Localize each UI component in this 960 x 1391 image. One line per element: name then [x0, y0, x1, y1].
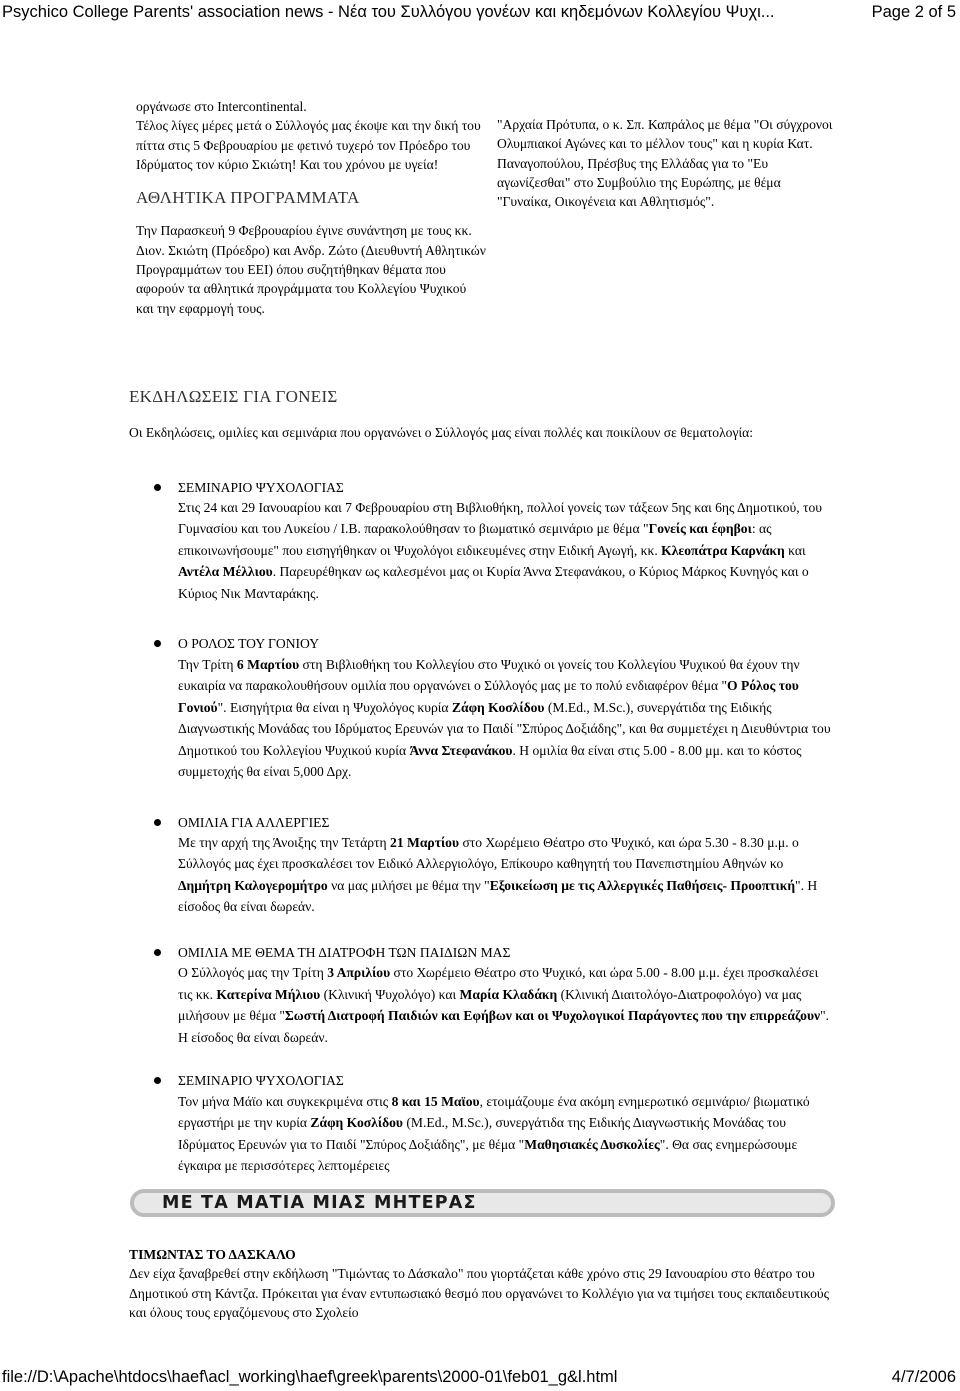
print-date: 4/7/2006	[891, 1368, 956, 1386]
event-learning-seminar	[129, 1071, 834, 1176]
bullet-icon	[154, 1077, 161, 1084]
paragraph-athletics-meeting: Την Παρασκευή 9 Φεβρουαρίου έγινε συνάντηση με τους κκ. Διον. Σκιώτη (Πρόεδρο) και Ανδρ. Ζώτο (Διευθυντή Αθλητικών Προγραμμάτων του ΕΕΙ) όπου συζητήθηκαν θέματα που αφορούν τα αθλητικά προγράμματα του Κολλεγίου Ψυχικού και την εφαρμογή τους.	[136, 223, 486, 316]
events-section	[129, 387, 834, 1177]
print-header	[0, 0, 960, 26]
event-title: ΣΕΜΙΝΑΡΙΟ ΨΥΧΟΛΟΓΙΑΣ	[178, 479, 344, 495]
print-footer	[0, 1368, 960, 1390]
bullet-icon	[154, 640, 161, 647]
event-title: ΟΜΙΛΙΑ ΓΙΑ ΑΛΛΕΡΓΙΕΣ	[178, 814, 330, 830]
event-allergies-talk	[129, 813, 834, 918]
event-body: Με την αρχή της Άνοιξης την Τετάρτη 21 Μαρτίου στο Χωρέμειο Θέατρο στο Ψυχικό, και ώρα 5.30 - 8.30 μ.μ. ο Σύλλογός μας έχει προσκαλέσει τον Ειδικό Αλλεργιολόγο, Επίκουρο καθηγητή του Πανεπιστημίου Αθηνών κο Δημήτρη Καλογερομήτρο να μας μιλήσει με θέμα την "Εξοικείωση με τις Αλλεργικές Παθήσεις- Προοπτική". Η είσοδος θα είναι δωρεάν.	[178, 834, 818, 915]
bullet-icon	[154, 949, 161, 956]
paragraph-pitta: Τέλος λίγες μέρες μετά ο Σύλλογός μας έκοψε και την δική του πίττα στις 5 Φεβρουαρίου με φετινό τυχερό τον Πρόεδρο του Ιδρύματος τον κύριο Σκιώτη! Και του χρόνου με υγεία!	[136, 118, 481, 172]
paragraph-intercontinental: οργάνωσε στο Intercontinental.	[136, 99, 307, 114]
left-column	[136, 97, 486, 318]
event-body: Τον μήνα Μάϊο και συγκεκριμένα στις 8 και 15 Μαϊου, ετοιμάζουμε ένα ακόμη ενημερωτικό σεμινάριο/ βιωματικό εργαστήρι με την κυρία Ζάφη Κοσλίδου (M.Ed., M.Sc.), συνεργάτιδα της Ειδικής Διαγνωστικής Μονάδας του Ιδρύματος Ερευνών για το Παιδί "Σπύρος Δοξιάδης", με θέμα "Μαθησιακές Δυσκολίες". Θα σας ενημερώσουμε έγκαιρα με περισσότερες λεπτομέρειες	[178, 1093, 810, 1174]
events-heading: ΕΚΔΗΛΩΣΕΙΣ ΓΙΑ ΓΟΝΕΙΣ	[129, 387, 338, 406]
bullet-icon	[154, 819, 161, 826]
event-title: ΟΜΙΛΙΑ ΜΕ ΘΕΜΑ ΤΗ ΔΙΑΤΡΟΦΗ ΤΩΝ ΠΑΙΔΙΩΝ ΜΑΣ	[178, 944, 511, 960]
page-number: Page 2 of 5	[871, 3, 956, 21]
file-path: file://D:\Apache\htdocs\haef\acl_working\haef\greek\parents\2000-01\feb01_g&l.html	[2, 1368, 618, 1386]
event-parent-role	[129, 634, 834, 782]
honoring-teacher-text: Δεν είχα ξαναβρεθεί στην εκδήλωση "Τιμώντας το Δάσκαλο" που γιορτάζεται κάθε χρόνο στις 29 Ιανουαρίου στο θέατρο του Δημοτικού στη Κάντζα. Πρόκειται για έναν εντυπωσιακό θεσμό που οργανώνει το Κολλέγιο για να τιμήσει τους εκπαιδευτικούς και όλους τους εργαζόμενους στο Σχολείο	[129, 1266, 830, 1320]
event-title: Ο ΡΟΛΟΣ ΤΟΥ ΓΟΝΙΟΥ	[178, 636, 320, 652]
event-body: Την Τρίτη 6 Μαρτίου στη Βιβλιοθήκη του Κολλεγίου στο Ψυχικό οι γονείς του Κολλεγίου Ψυχικού θα έχουν την ευκαιρία να παρακολουθήσουν ομιλία που οργανώνει ο Σύλλογός μας με το πολύ ενδιαφέρον θέμα "Ο Ρόλος του Γονιού". Εισηγήτρια θα είναι η Ψυχολόγος κυρία Ζάφη Κοσλίδου (M.Ed., M.Sc.), συνεργάτιδα της Ειδικής Διαγνωστικής Μονάδας του Ιδρύματος Ερευνών για το Παιδί "Σπύρος Δοξιάδης", και θα συμμετέχει η Διευθύντρια του Δημοτικού του Κολλεγίου Ψυχικού κυρία Άννα Στεφανάκου. Η ομιλία θα είναι στις 5.00 - 8.00 μμ. και το κόστος συμμετοχής θα είναι 5,000 Δρχ.	[178, 656, 831, 780]
event-title: ΣΕΜΙΝΑΡΙΟ ΨΥΧΟΛΟΓΙΑΣ	[178, 1073, 344, 1089]
events-list	[129, 478, 834, 1177]
events-intro: Οι Εκδηλώσεις, ομιλίες και σεμινάρια που οργανώνει ο Σύλλογός μας είναι πολλές και ποικίλουν σε θεματολογία:	[129, 425, 754, 441]
honoring-teacher-section	[129, 1245, 834, 1322]
banner-title: ΜΕ ΤΑ ΜΑΤΙΑ ΜΙΑΣ ΜΗΤΕΡΑΣ	[162, 1193, 477, 1213]
paragraph-olympic-speakers: "Αρχαία Πρότυπα, ο κ. Σπ. Καπράλος με θέμα "Οι σύγχρονοι Ολυμπιακοί Αγώνες και το μέλλον τους" και η κυρία Κατ. Παναγοπούλου, Πρέσβυς της Ελλάδας για το "Ευ αγωνίζεσθαι" στο Συμβούλιο της Ευρώπης, με θέμα "Γυναίκα, Οικογένεια και Αθλητισμός".	[497, 117, 833, 210]
mother-eyes-banner	[130, 1189, 835, 1217]
honoring-teacher-heading: ΤΙΜΩΝΤΑΣ ΤΟ ΔΑΣΚΑΛΟ	[129, 1247, 296, 1262]
bullet-icon	[154, 484, 161, 491]
event-psychology-seminar	[129, 478, 834, 605]
page-header-title: Psychico College Parents' association news - Νέα του Συλλόγου γονέων και κηδεμόνων Κολλεγίου Ψυχι...	[2, 3, 775, 21]
event-body: Στις 24 και 29 Ιανουαρίου και 7 Φεβρουαρίου στη Βιβλιοθήκη, πολλοί γονείς των τάξεων 5ης και 6ης Δημοτικού, του Γυμνασίου και του Λυκείου / Ι.Β. παρακολούθησαν το βιωματικό σεμινάριο με θέμα "Γονείς και έφηβοι: ας επικοινωνήσουμε" που εισηγήθηκαν οι Ψυχολόγοι ειδικευμένες στην Ειδική Αγωγή, κκ. Κλεοπάτρα Καρνάκη και Αντέλα Μέλλιου. Παρευρέθηκαν ως καλεσμένοι μας οι Κυρία Άννα Στεφανάκου, ο Κύριος Μάρκος Κυνηγός και ο Κύριος Νικ Μανταράκης.	[178, 499, 822, 601]
event-body: Ο Σύλλογός μας την Τρίτη 3 Απριλίου στο Χωρέμειο Θέατρο στο Ψυχικό, και ώρα 5.00 - 8.00 μ.μ. έχει προσκαλέσει τις κκ. Κατερίνα Μήλιου (Κλινική Ψυχολόγο) και Μαρία Κλαδάκη (Κλινική Διαιτολόγο-Διατροφολόγο) να μας μιλήσουν με θέμα "Σωστή Διατροφή Παιδιών και Εφήβων και οι Ψυχολογικοί Παράγοντες που την επιρρεάζουν". Η είσοδος θα είναι δωρεάν.	[178, 965, 830, 1045]
event-nutrition-talk	[129, 943, 834, 1048]
right-column	[497, 115, 837, 211]
athletics-heading: ΑΘΛΗΤΙΚΑ ΠΡΟΓΡΑΜΜΑΤΑ	[136, 188, 360, 208]
